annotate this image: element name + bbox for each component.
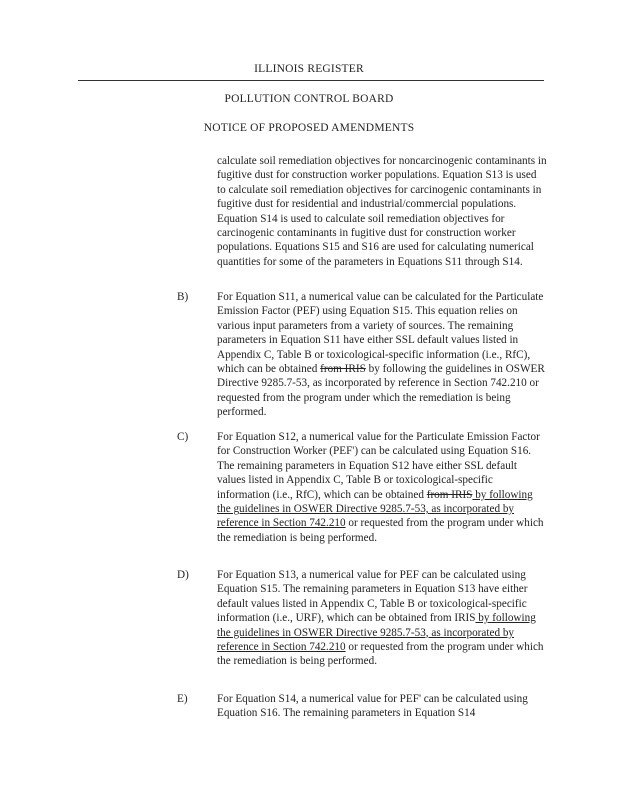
struck-text: from IRIS [320, 363, 366, 376]
register-title: ILLINOIS REGISTER [0, 62, 618, 76]
notice-title: NOTICE OF PROPOSED AMENDMENTS [203, 122, 415, 134]
item-b-body: For Equation S11, a numerical value can be calculated for the Particulate Emission Factor (PEF) using Equation S15. This equation relies on various input parameters from a variety of sources. The remaining parameters in Equation S11 have either SSL default values listed in Appendix C, Table B or toxicological-specific information (i.e., RfC), which can be obtained from IRIS by following the guidelines in OSWER Directive 9285.7-53, as incorporated by reference in Section 742.210 or requested from the program under which the remediation is being performed. [217, 291, 545, 419]
inserted-text: by following the guidelines in OSWER Directive 9285.7-53, as incorporated by reference in Section 742.210 [217, 612, 536, 654]
item-b-mark: B) [177, 291, 189, 303]
item-e-body: For Equation S14, a numerical value for PEF' can be calculated using Equation S16. The remaining parameters in Equation S14 [217, 693, 528, 720]
item-e-mark: E) [177, 693, 188, 705]
item-d-mark: D) [177, 569, 189, 581]
item-d-body: For Equation S13, a numerical value for PEF can be calculated using Equation S15. The remaining parameters in Equation S13 have either default values listed in Appendix C, Table B or toxicological-specific information (i.e., URF), which can be obtained from IRIS by following the guidelines in OSWER Directive 9285.7-53, as incorporated by reference in Section 742.210 or requested from the program under which the remediation is being performed. [217, 569, 544, 668]
struck-text: from IRIS [426, 488, 473, 501]
board-name: POLLUTION CONTROL BOARD [224, 93, 394, 105]
item-c-mark: C) [177, 431, 189, 443]
inserted-text: by following the guidelines in OSWER Directive 9285.7-53, as incorporated by reference in Section 742.210 [217, 488, 533, 530]
intro-paragraph: calculate soil remediation objectives for noncarcinogenic contaminants in fugitive dust for construction worker populations. Equation S13 is used to calculate soil remediation objectives for carcinogenic contaminants in fugitive dust for residential and industrial/commercial populations. Equation S14 is used to calculate soil remediation objectives for carcinogenic contaminants in fugitive dust for construction worker populations. Equations S15 and S16 are used for calculating numerical quantities for some of the parameters in Equations S11 through S14. [217, 155, 547, 268]
item-c-body: For Equation S12, a numerical value for the Particulate Emission Factor for Construction Worker (PEF') can be calculated using Equation S16. The remaining parameters in Equation S12 have either SSL default values listed in Appendix C, Table B or toxicological-specific information (i.e., RfC), which can be obtained from IRIS by following the guidelines in OSWER Directive 9285.7-53, as incorporated by reference in Section 742.210 or requested from the program under which the remediation is being performed. [217, 431, 544, 544]
